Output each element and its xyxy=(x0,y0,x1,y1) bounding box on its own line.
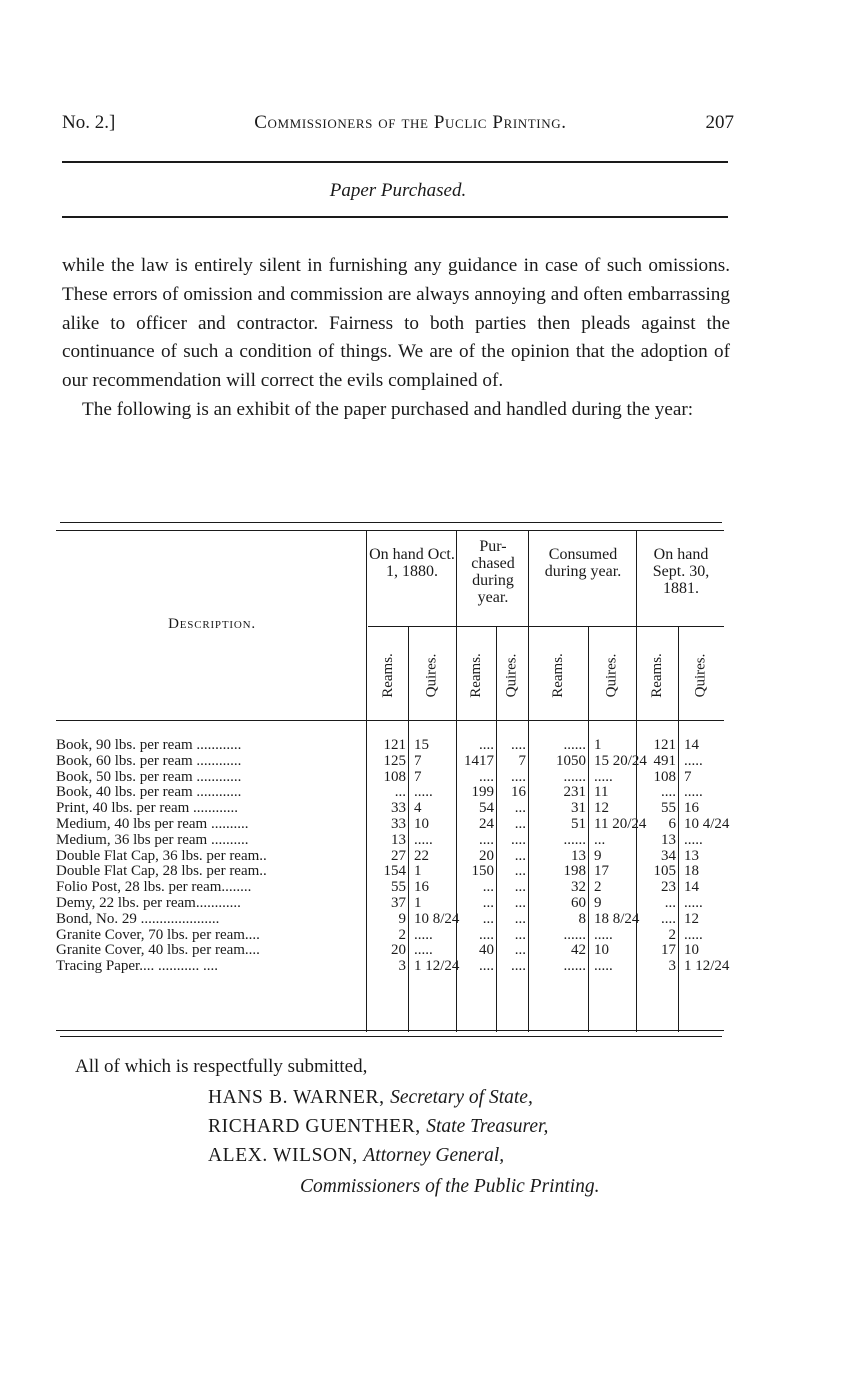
table-row xyxy=(56,943,724,959)
cell-co-quires: 9 xyxy=(594,895,602,911)
table-row xyxy=(56,864,724,880)
cell-sh-quires: 16 xyxy=(684,800,699,817)
running-title: Commissioners of the Puclic Printing. xyxy=(254,112,567,133)
cell-sh-reams: 3 xyxy=(668,958,676,975)
cell-pu-quires: ... xyxy=(514,816,526,832)
cell-pu-quires: .... xyxy=(511,768,526,785)
signature-2 xyxy=(208,1116,548,1138)
cell-pu-quires: ... xyxy=(514,879,526,896)
cell-oh-reams: 154 xyxy=(383,863,406,880)
table-top-border xyxy=(56,530,724,531)
header-on-hand-sept: On hand Sept. 30, 1881. xyxy=(652,546,710,597)
subheader-quires: Quires. xyxy=(603,653,620,697)
cell-oh-reams: 33 xyxy=(391,800,406,817)
row-description: Double Flat Cap, 36 lbs. per ream.. xyxy=(56,847,267,864)
cell-pu-reams: .... xyxy=(479,768,494,785)
cell-co-quires: 9 xyxy=(594,847,602,864)
cell-oh-quires: 22 xyxy=(414,847,429,864)
signatory-name: ALEX. WILSON, xyxy=(208,1145,358,1166)
cell-co-reams: 51 xyxy=(571,816,586,832)
cell-oh-quires: ..... xyxy=(414,942,433,959)
cell-sh-reams: 2 xyxy=(668,926,676,943)
subheader-reams: Reams. xyxy=(379,652,396,698)
signatory-title: Attorney General, xyxy=(363,1145,505,1166)
cell-co-reams: 8 xyxy=(578,910,586,927)
cell-co-quires: 12 xyxy=(594,800,609,817)
cell-pu-reams: 40 xyxy=(479,942,494,959)
signature-3 xyxy=(208,1145,504,1167)
cell-sh-quires: 10 xyxy=(684,942,699,959)
cell-pu-reams: .... xyxy=(479,958,494,975)
cell-sh-quires: 12 xyxy=(684,910,699,927)
cell-pu-quires: ... xyxy=(514,800,526,817)
cell-oh-reams: 55 xyxy=(391,879,406,896)
cell-oh-quires: 10 8/24 xyxy=(414,910,460,927)
signatory-name: HANS B. WARNER, xyxy=(208,1087,385,1108)
cell-oh-reams: 121 xyxy=(383,737,406,753)
cell-co-reams: 32 xyxy=(571,879,586,896)
cell-co-quires: 2 xyxy=(594,879,602,896)
top-rule xyxy=(62,161,728,163)
cell-pu-reams: 20 xyxy=(479,847,494,864)
cell-sh-reams: .... xyxy=(661,910,676,927)
cell-sh-quires: 13 xyxy=(684,847,699,864)
cell-oh-quires: 7 xyxy=(414,768,422,785)
cell-sh-reams: 6 xyxy=(668,816,676,832)
section-title: Paper Purchased. xyxy=(329,180,467,201)
cell-co-reams: 231 xyxy=(563,784,586,801)
cell-co-quires: 1 xyxy=(594,737,602,753)
row-description: Bond, No. 29 ..................... xyxy=(56,910,220,927)
closing-line: All of which is respectfully submitted, xyxy=(75,1056,368,1077)
cell-co-reams: ...... xyxy=(563,831,586,848)
table-row xyxy=(56,849,724,865)
table-end-rule xyxy=(60,1036,722,1037)
cell-oh-quires: 4 xyxy=(414,800,422,817)
cell-co-reams: ...... xyxy=(563,958,586,975)
cell-oh-reams: 33 xyxy=(391,816,406,832)
cell-pu-reams: ... xyxy=(482,879,494,896)
header-purchased: Pur-chased during year. xyxy=(471,538,515,606)
table-row xyxy=(56,896,724,912)
table-row xyxy=(56,785,724,801)
row-description: Double Flat Cap, 28 lbs. per ream.. xyxy=(56,863,267,880)
cell-sh-quires: 7 xyxy=(684,768,692,785)
cell-pu-reams: .... xyxy=(479,737,494,753)
row-description: Print, 40 lbs. per ream ............ xyxy=(56,800,239,817)
row-description: Book, 90 lbs. per ream ............ xyxy=(56,737,242,753)
signatory-name: RICHARD GUENTHER, xyxy=(208,1116,421,1137)
cell-pu-quires: ... xyxy=(514,863,526,880)
paragraph-1: while the law is entirely silent in furnishing any guidance in case of such omissions. These errors of omission and commission are always annoying and often embarrassing alike to officer and contractor. Fairness to both parties then pleads against the continuance of such a condition of things. We are of the opinion that the adoption of our recommendation will correct the evils complained of. xyxy=(62,255,730,392)
cell-oh-reams: 3 xyxy=(398,958,406,975)
cell-pu-quires: ... xyxy=(514,926,526,943)
cell-co-quires: ..... xyxy=(594,768,613,785)
cell-oh-quires: 10 xyxy=(414,816,429,832)
table-row xyxy=(56,801,724,817)
row-description: Medium, 36 lbs per ream .......... xyxy=(56,831,249,848)
cell-pu-quires: 7 xyxy=(518,752,526,769)
table-row xyxy=(56,754,724,770)
header-on-hand-oct: On hand Oct. 1, 1880. xyxy=(369,546,455,580)
cell-sh-quires: ..... xyxy=(684,752,703,769)
subheader-reams: Reams. xyxy=(467,652,484,698)
cell-pu-quires: 16 xyxy=(511,784,526,801)
cell-oh-reams: 27 xyxy=(391,847,406,864)
cell-oh-quires: 1 12/24 xyxy=(414,958,460,975)
cell-sh-quires: ..... xyxy=(684,831,703,848)
cell-sh-reams: 55 xyxy=(661,800,676,817)
cell-oh-reams: 20 xyxy=(391,942,406,959)
cell-pu-reams: 1417 xyxy=(464,752,494,769)
cell-sh-quires: 14 xyxy=(684,879,699,896)
cell-co-reams: ...... xyxy=(563,737,586,753)
cell-pu-reams: 150 xyxy=(471,863,494,880)
row-description: Medium, 40 lbs per ream .......... xyxy=(56,816,249,832)
cell-co-reams: 31 xyxy=(571,800,586,817)
table-row xyxy=(56,833,724,849)
cell-pu-quires: .... xyxy=(511,958,526,975)
cell-pu-quires: .... xyxy=(511,831,526,848)
cell-oh-quires: 1 xyxy=(414,863,422,880)
cell-oh-reams: 108 xyxy=(383,768,406,785)
row-description: Book, 60 lbs. per ream ............ xyxy=(56,752,242,769)
signature-1 xyxy=(208,1087,533,1109)
cell-co-reams: 13 xyxy=(571,847,586,864)
group-header-rule xyxy=(368,626,724,627)
cell-co-reams: ...... xyxy=(563,926,586,943)
cell-oh-quires: 15 xyxy=(414,737,429,753)
header-bottom-rule xyxy=(56,720,724,721)
cell-oh-reams: 9 xyxy=(398,910,406,927)
cell-oh-quires: 16 xyxy=(414,879,429,896)
cell-sh-quires: 14 xyxy=(684,737,699,753)
table-row xyxy=(56,928,724,944)
row-description: Granite Cover, 40 lbs. per ream.... xyxy=(56,942,260,959)
cell-sh-reams: 13 xyxy=(661,831,676,848)
cell-co-reams: 1050 xyxy=(556,752,586,769)
cell-co-quires: ..... xyxy=(594,958,613,975)
closing-commissioners: Commissioners of the Public Printing. xyxy=(300,1176,600,1197)
paragraph-2: The following is an exhibit of the paper purchased and handled during the year: xyxy=(82,398,694,420)
table-row xyxy=(56,958,730,975)
cell-pu-quires: .... xyxy=(511,737,526,753)
cell-pu-quires: ... xyxy=(514,895,526,911)
cell-pu-quires: ... xyxy=(514,847,526,864)
cell-pu-reams: 24 xyxy=(479,816,494,832)
row-description: Tracing Paper.... ........... .... xyxy=(56,958,218,975)
cell-sh-quires: ..... xyxy=(684,926,703,943)
table-row xyxy=(56,816,730,833)
cell-pu-quires: ... xyxy=(514,942,526,959)
cell-sh-reams: 34 xyxy=(661,847,676,864)
cell-pu-reams: ... xyxy=(482,895,494,911)
cell-co-quires: ... xyxy=(594,831,606,848)
row-description: Demy, 22 lbs. per ream............ xyxy=(56,895,241,911)
row-description: Folio Post, 28 lbs. per ream........ xyxy=(56,879,252,896)
cell-sh-reams: 108 xyxy=(653,768,676,785)
body-text xyxy=(62,252,730,425)
cell-sh-reams: ... xyxy=(664,895,676,911)
cell-co-quires: 18 8/24 xyxy=(594,910,640,927)
cell-sh-reams: 121 xyxy=(653,737,676,753)
cell-oh-reams: 13 xyxy=(391,831,406,848)
cell-oh-quires: 1 xyxy=(414,895,422,911)
paper-table xyxy=(56,530,730,1032)
cell-sh-quires: ..... xyxy=(684,895,703,911)
cell-sh-reams: 17 xyxy=(661,942,676,959)
page-number: 207 xyxy=(705,112,734,133)
section-rule xyxy=(62,216,728,218)
cell-pu-reams: 54 xyxy=(479,800,494,817)
cell-pu-reams: ... xyxy=(482,910,494,927)
cell-co-reams: 60 xyxy=(571,895,586,911)
subheader-reams: Reams. xyxy=(648,652,665,698)
row-description: Book, 40 lbs. per ream ............ xyxy=(56,784,242,801)
cell-sh-quires: 1 12/24 xyxy=(684,958,730,975)
cell-co-reams: ...... xyxy=(563,768,586,785)
cell-co-reams: 42 xyxy=(571,942,586,959)
cell-oh-quires: ..... xyxy=(414,831,433,848)
table-row xyxy=(56,880,724,896)
row-description: Book, 50 lbs. per ream ............ xyxy=(56,768,242,785)
cell-oh-quires: ..... xyxy=(414,926,433,943)
table-top-rule xyxy=(60,522,722,523)
row-description: Granite Cover, 70 lbs. per ream.... xyxy=(56,926,260,943)
subheader-quires: Quires. xyxy=(423,653,440,697)
table-row xyxy=(56,770,724,786)
cell-co-quires: 10 xyxy=(594,942,609,959)
cell-sh-quires: ..... xyxy=(684,784,703,801)
cell-pu-reams: 199 xyxy=(471,784,494,801)
cell-sh-quires: 10 4/24 xyxy=(684,816,730,832)
subheader-quires: Quires. xyxy=(503,653,520,697)
cell-oh-reams: 37 xyxy=(391,895,406,911)
cell-co-quires: 11 20/24 xyxy=(594,816,647,832)
cell-oh-quires: 7 xyxy=(414,752,422,769)
cell-sh-reams: 23 xyxy=(661,879,676,896)
subheader-reams: Reams. xyxy=(549,652,566,698)
cell-co-reams: 198 xyxy=(563,863,586,880)
table-row xyxy=(56,912,724,928)
cell-sh-reams: 491 xyxy=(653,752,676,769)
cell-oh-reams: 125 xyxy=(383,752,406,769)
subheader-quires: Quires. xyxy=(692,653,709,697)
running-header xyxy=(62,112,734,134)
cell-co-quires: 15 20/24 xyxy=(594,752,647,769)
cell-sh-reams: 105 xyxy=(653,863,676,880)
cell-pu-quires: ... xyxy=(514,910,526,927)
signatory-title: State Treasurer, xyxy=(426,1116,549,1137)
cell-co-quires: 17 xyxy=(594,863,609,880)
table-bottom-rule xyxy=(56,1030,724,1031)
table-row xyxy=(56,738,724,754)
issue-number: No. 2.] xyxy=(62,112,116,133)
description-header: Description. xyxy=(168,616,256,632)
cell-pu-reams: .... xyxy=(479,831,494,848)
cell-co-quires: ..... xyxy=(594,926,613,943)
cell-oh-reams: ... xyxy=(394,784,406,801)
signatory-title: Secretary of State, xyxy=(390,1087,533,1108)
cell-oh-quires: ..... xyxy=(414,784,433,801)
header-consumed: Consumed during year. xyxy=(544,546,622,580)
cell-sh-quires: 18 xyxy=(684,863,699,880)
cell-sh-reams: .... xyxy=(661,784,676,801)
cell-pu-reams: .... xyxy=(479,926,494,943)
cell-oh-reams: 2 xyxy=(398,926,406,943)
cell-co-quires: 11 xyxy=(594,784,609,801)
